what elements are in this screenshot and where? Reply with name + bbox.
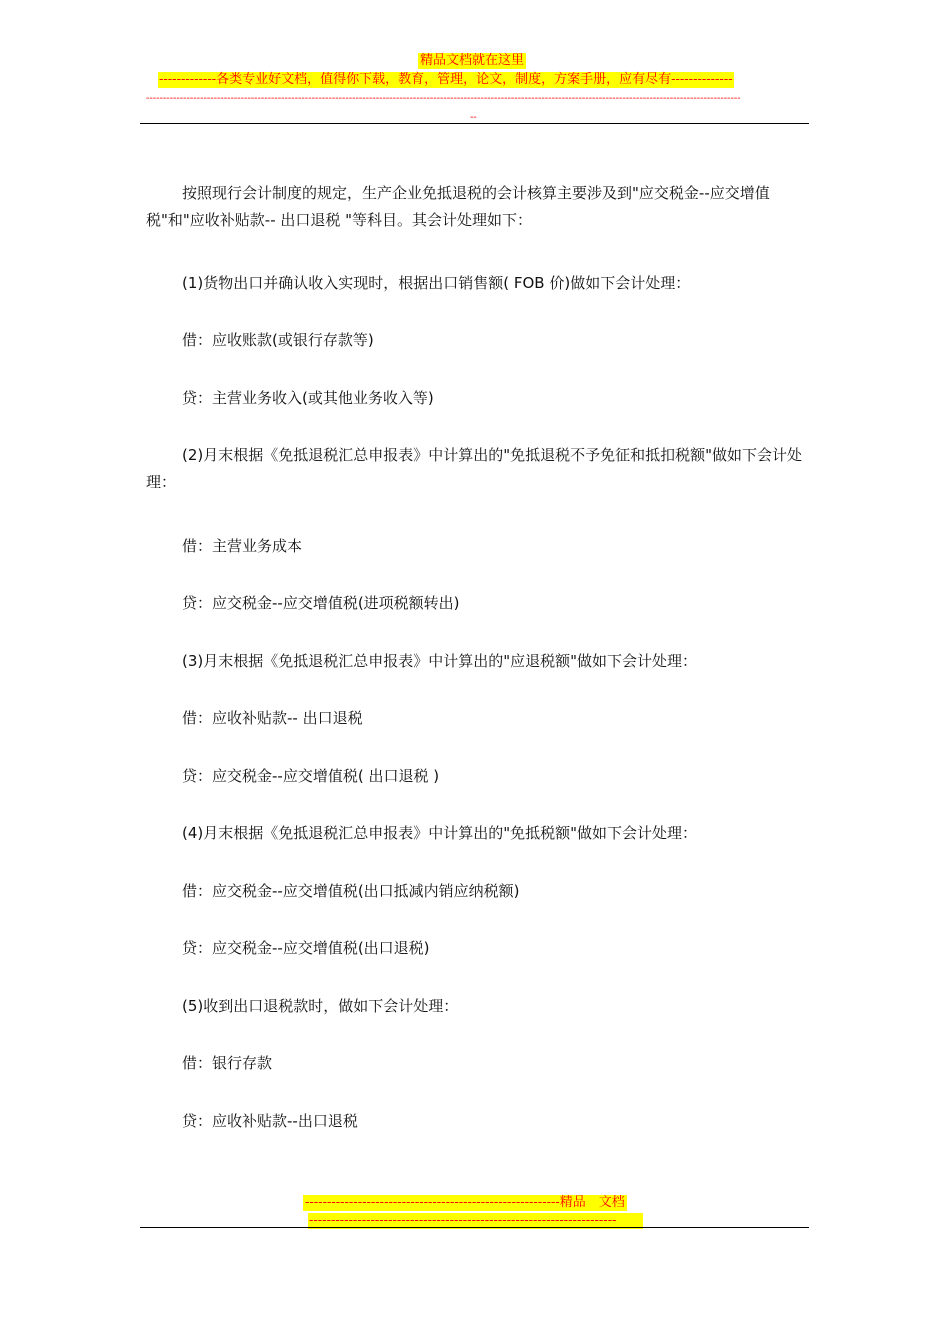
header-dashes-end: -- <box>470 112 477 123</box>
header-dashes: -------------------------------------------------------------------------------------------------------------------------------------------------------------------------------- <box>146 94 741 104</box>
item-1-credit: 贷：主营业务收入(或其他业务收入等) <box>182 389 434 407</box>
footer-line-1: ----------------------------------------------------------精品 文档 <box>305 1195 625 1210</box>
header-tagline: -------------各类专业好文档，值得你下载，教育，管理，论文，制度，方案手册，应有尽有-------------- <box>159 72 733 87</box>
item-1: (1)货物出口并确认收入实现时，根据出口销售额( FOB 价)做如下会计处理： <box>182 274 691 292</box>
item-4: (4)月末根据《免抵退税汇总申报表》中计算出的"免抵税额"做如下会计处理： <box>182 824 698 842</box>
header-divider <box>140 123 809 124</box>
item-5-debit: 借：银行存款 <box>182 1054 273 1072</box>
header-title: 精品文档就在这里 <box>420 53 525 68</box>
item-3-debit: 借：应收补贴款-- 出口退税 <box>182 709 363 727</box>
document-body <box>146 180 806 234</box>
item-5-credit: 贷：应收补贴款--出口退税 <box>182 1112 358 1130</box>
footer-divider <box>140 1227 809 1228</box>
footer-line-2: ---------------------------------------------------------------------- <box>308 1213 643 1229</box>
item-3: (3)月末根据《免抵退税汇总申报表》中计算出的"应退税额"做如下会计处理： <box>182 652 698 670</box>
item-2-block <box>146 442 806 496</box>
item-3-credit: 贷：应交税金--应交增值税( 出口退税 ) <box>182 767 440 785</box>
item-5: (5)收到出口退税款时，做如下会计处理： <box>182 997 459 1015</box>
item-2-debit: 借：主营业务成本 <box>182 537 303 555</box>
item-1-debit: 借：应收账款(或银行存款等) <box>182 331 374 349</box>
item-4-credit: 贷：应交税金--应交增值税(出口退税) <box>182 939 430 957</box>
intro-paragraph: 按照现行会计制度的规定，生产企业免抵退税的会计核算主要涉及到"应交税金--应交增值税"和"应收补贴款-- 出口退税 "等科目。其会计处理如下： <box>146 184 770 229</box>
item-2-credit: 贷：应交税金--应交增值税(进项税额转出) <box>182 594 460 612</box>
item-4-debit: 借：应交税金--应交增值税(出口抵减内销应纳税额) <box>182 882 520 900</box>
item-2: (2)月末根据《免抵退税汇总申报表》中计算出的"免抵退税不予免征和抵扣税额"做如下会计处理： <box>146 446 803 491</box>
